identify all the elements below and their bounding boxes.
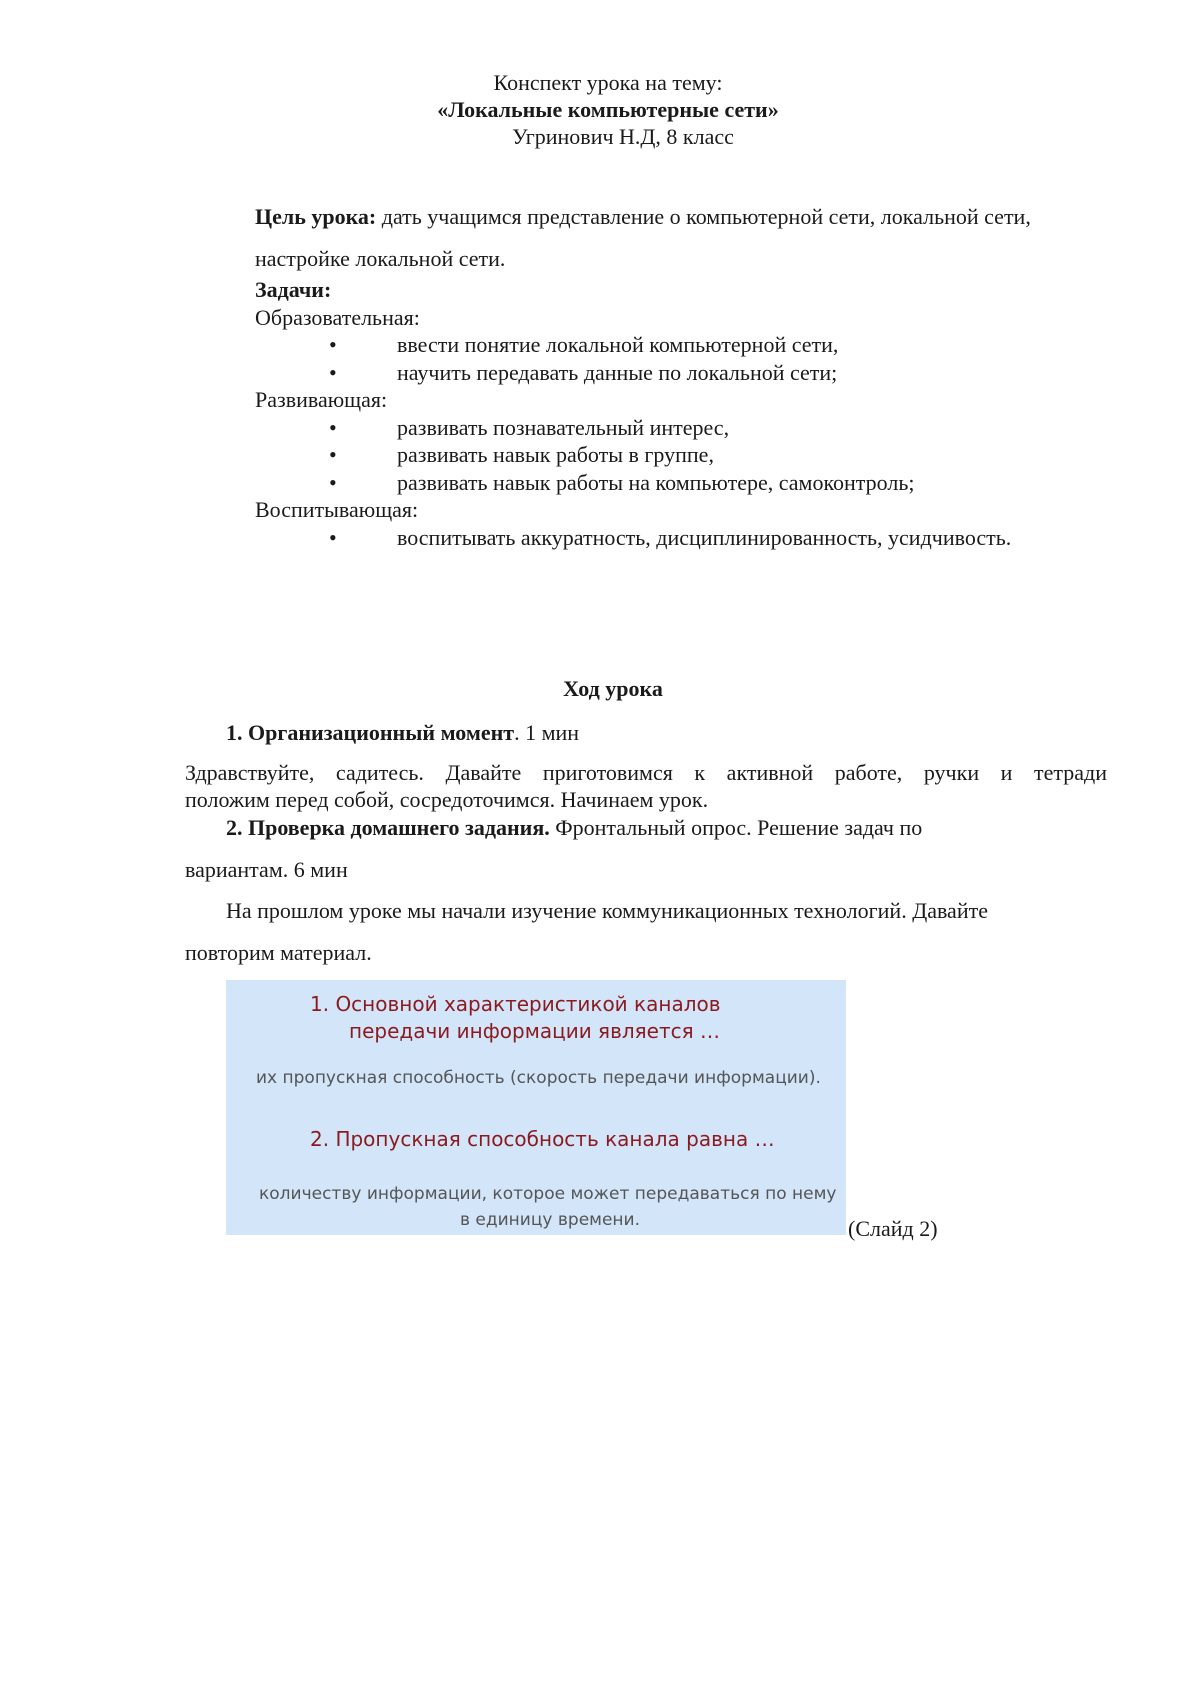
task-group-title: Образовательная: <box>255 304 420 330</box>
slide-answer-2-cont: в единицу времени. <box>460 1210 641 1230</box>
task-item: • научить передавать данные по локальной сети; <box>329 359 838 385</box>
task-group-title: Воспитывающая: <box>255 497 419 522</box>
slide-reference: (Слайд 2) <box>848 1216 938 1241</box>
bullet-icon: • <box>329 359 337 385</box>
bullet-icon: • <box>329 469 337 495</box>
slide-question-1: 1. Основной характеристикой каналов <box>310 992 721 1016</box>
header-line-topic: Конспект урока на тему: <box>493 70 723 95</box>
document-header <box>0 70 1190 151</box>
step-1: 1. Организационный момент. 1 мин <box>226 720 580 745</box>
slide-question-2: 2. Пропускная способность канала равна … <box>310 1127 775 1151</box>
task-item: • развивать познавательный интерес, <box>329 414 730 440</box>
bullet-icon: • <box>329 414 337 440</box>
header-line-author: Угринович Н.Д, 8 класс <box>512 124 734 149</box>
tasks-label: Задачи: <box>255 277 332 302</box>
task-item: • воспитывать аккуратность, дисциплинированность, усидчивость. <box>329 524 1012 550</box>
bullet-icon: • <box>329 524 337 550</box>
slide-question-1-cont: передачи информации является … <box>349 1019 721 1043</box>
bullet-icon: • <box>329 332 337 357</box>
step-2: 2. Проверка домашнего задания. Фронтальный опрос. Решение задач по <box>226 815 923 840</box>
goal-label: Цель урока: <box>255 204 377 229</box>
task-group-title: Развивающая: <box>255 387 388 412</box>
greeting-line-1: Здравствуйте, садитесь. Давайте приготовимся к активной работе, ручки и тетради <box>185 760 1107 785</box>
task-item: • развивать навык работы в группе, <box>329 442 714 467</box>
lesson-goal <box>255 196 1075 280</box>
goal-text: дать учащимся представление о компьютерной сети, локальной сети, настройке локальной сети. <box>255 204 1031 271</box>
review-line-1: На прошлом уроке мы начали изучение коммуникационных технологий. Давайте <box>226 898 988 923</box>
slide-answer-2: количеству информации, которое может передаваться по нему <box>259 1184 837 1204</box>
step-2-line-2: вариантам. 6 мин <box>185 857 348 882</box>
header-line-title: «Локальные компьютерные сети» <box>437 97 779 122</box>
task-item: • ввести понятие локальной компьютерной сети, <box>329 332 839 357</box>
slide-image <box>226 980 846 1235</box>
slide-answer-1: их пропускная способность (скорость передачи информации). <box>256 1068 821 1088</box>
lesson-title: Ход урока <box>563 676 663 701</box>
review-line-2: повторим материал. <box>185 940 372 965</box>
tasks-section <box>255 276 1115 551</box>
task-item: • развивать навык работы на компьютере, самоконтроль; <box>329 469 915 495</box>
bullet-icon: • <box>329 442 337 467</box>
greeting-line-2: положим перед собой, сосредоточимся. Начинаем урок. <box>185 787 709 812</box>
